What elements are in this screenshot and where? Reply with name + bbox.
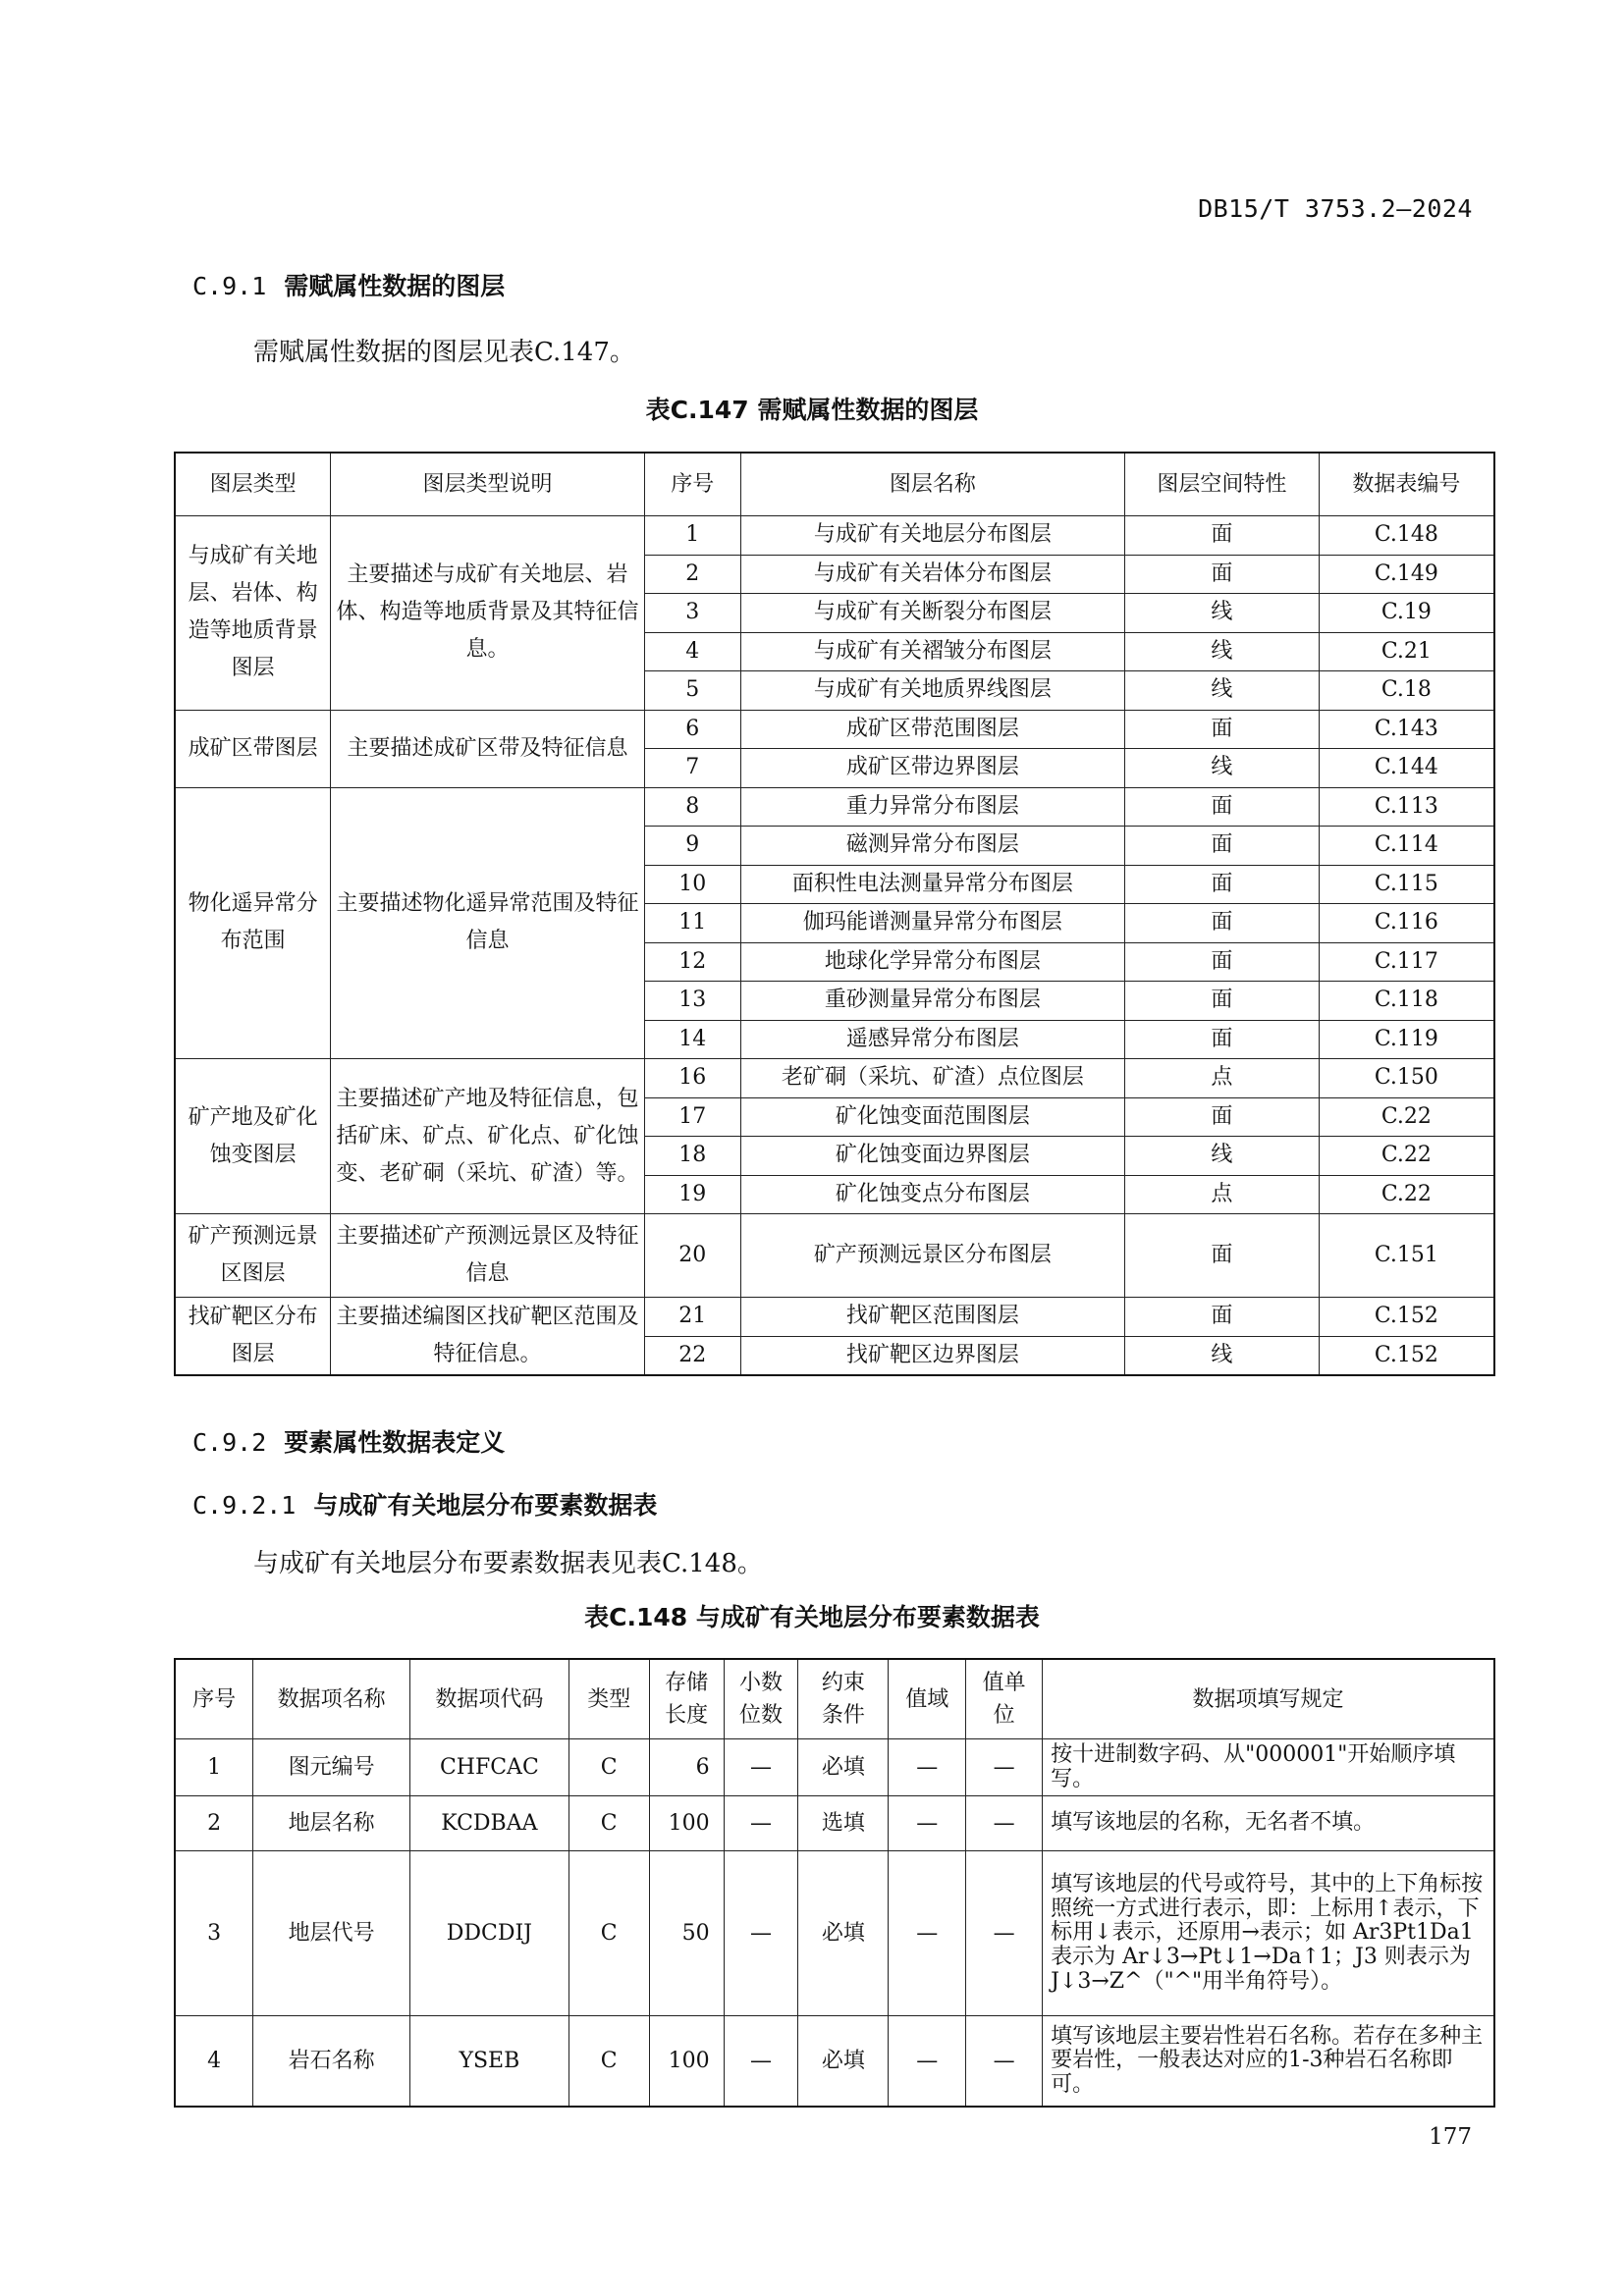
paragraph-2: 与成矿有关地层分布要素数据表见表C.148。: [253, 1549, 763, 1578]
table-id-cell: C.150: [1319, 1059, 1494, 1098]
seq-cell: 8: [644, 787, 740, 827]
seq-cell: 19: [644, 1175, 740, 1214]
layer-type-cell: 物化遥异常分布范围: [175, 787, 331, 1059]
item-code-cell: CHFCAC: [409, 1739, 568, 1796]
spatial-type-cell: 面: [1125, 904, 1320, 943]
section-title: 需赋属性数据的图层: [284, 272, 506, 300]
table-148-caption: 表C.148 与成矿有关地层分布要素数据表: [584, 1603, 1040, 1631]
layer-name-cell: 地球化学异常分布图层: [740, 942, 1124, 982]
layer-name-cell: 伽玛能谱测量异常分布图层: [740, 904, 1124, 943]
header-cell: 图层名称: [740, 453, 1124, 516]
seq-cell: 18: [644, 1137, 740, 1176]
length-cell: 50: [649, 1851, 724, 2016]
item-name-cell: 地层名称: [253, 1796, 410, 1851]
item-code-cell: YSEB: [409, 2016, 568, 2107]
spatial-type-cell: 面: [1125, 1020, 1320, 1059]
section-title: 与成矿有关地层分布要素数据表: [313, 1491, 658, 1520]
header-cell: 图层类型说明: [331, 453, 644, 516]
spatial-type-cell: 面: [1125, 1214, 1320, 1298]
section-number: C.9.2.1: [192, 1491, 297, 1520]
header-cell: 序号: [644, 453, 740, 516]
item-name-cell: 地层代号: [253, 1851, 410, 2016]
spatial-type-cell: 面: [1125, 1298, 1320, 1337]
table-row: [175, 1214, 1494, 1298]
section-title: 要素属性数据表定义: [284, 1428, 506, 1457]
seq-cell: 1: [644, 516, 740, 556]
table-id-cell: C.115: [1319, 865, 1494, 904]
table-id-cell: C.144: [1319, 749, 1494, 788]
table-id-cell: C.22: [1319, 1175, 1494, 1214]
decimal-cell: —: [724, 1796, 798, 1851]
constraint-cell: 选填: [798, 1796, 889, 1851]
layer-type-cell: 矿产地及矿化蚀变图层: [175, 1059, 331, 1214]
layer-type-desc-cell: 主要描述与成矿有关地层、岩体、构造等地质背景及其特征信息。: [331, 516, 644, 711]
page-number: 177: [1429, 2124, 1472, 2150]
table-id-cell: C.22: [1319, 1097, 1494, 1137]
seq-cell: 3: [175, 1851, 253, 2016]
table-147-body: [175, 516, 1494, 1376]
table-id-cell: C.152: [1319, 1298, 1494, 1337]
length-cell: 100: [649, 1796, 724, 1851]
section-heading-c921: [192, 1486, 657, 1522]
table-id-cell: C.18: [1319, 671, 1494, 711]
header-cell: 值单位: [966, 1659, 1043, 1739]
section-number: C.9.2: [192, 1428, 267, 1457]
constraint-cell: 必填: [798, 2016, 889, 2107]
layer-name-cell: 与成矿有关岩体分布图层: [740, 555, 1124, 594]
spatial-type-cell: 面: [1125, 865, 1320, 904]
header-cell: 存储长度: [649, 1659, 724, 1739]
table-row: [175, 1298, 1494, 1337]
layer-name-cell: 重砂测量异常分布图层: [740, 982, 1124, 1021]
table-148: [174, 1658, 1495, 2108]
layer-type-cell: 与成矿有关地层、岩体、构造等地质背景图层: [175, 516, 331, 711]
decimal-cell: —: [724, 2016, 798, 2107]
length-cell: 6: [649, 1739, 724, 1796]
unit-cell: —: [966, 1851, 1043, 2016]
unit-cell: —: [966, 2016, 1043, 2107]
seq-cell: 5: [644, 671, 740, 711]
table-id-cell: C.21: [1319, 632, 1494, 671]
paragraph-1: 需赋属性数据的图层见表C.147。: [253, 338, 635, 367]
section-heading-c92: [192, 1423, 505, 1459]
header-cell: 数据项填写规定: [1043, 1659, 1494, 1739]
table-id-cell: C.114: [1319, 827, 1494, 866]
standard-code: DB15/T 3753.2—2024: [1198, 194, 1473, 223]
seq-cell: 1: [175, 1739, 253, 1796]
table-row: [175, 2016, 1494, 2107]
layer-name-cell: 与成矿有关地质界线图层: [740, 671, 1124, 711]
layer-type-desc-cell: 主要描述矿产预测远景区及特征信息: [331, 1214, 644, 1298]
table-row: [175, 1796, 1494, 1851]
layer-name-cell: 矿化蚀变面范围图层: [740, 1097, 1124, 1137]
item-code-cell: KCDBAA: [409, 1796, 568, 1851]
decimal-cell: —: [724, 1739, 798, 1796]
spatial-type-cell: 线: [1125, 671, 1320, 711]
type-cell: C: [568, 1739, 649, 1796]
layer-name-cell: 成矿区带边界图层: [740, 749, 1124, 788]
seq-cell: 10: [644, 865, 740, 904]
table-148-body: [175, 1739, 1494, 2107]
table-row: [175, 710, 1494, 749]
table-id-cell: C.113: [1319, 787, 1494, 827]
seq-cell: 11: [644, 904, 740, 943]
length-cell: 100: [649, 2016, 724, 2107]
section-number: C.9.1: [192, 272, 267, 300]
header-cell: 图层空间特性: [1125, 453, 1320, 516]
domain-cell: —: [889, 1851, 966, 2016]
item-code-cell: DDCDIJ: [409, 1851, 568, 2016]
layer-type-desc-cell: 主要描述编图区找矿靶区范围及特征信息。: [331, 1298, 644, 1376]
header-cell: 数据项名称: [253, 1659, 410, 1739]
table-header-row: [175, 1659, 1494, 1739]
table-row: [175, 1059, 1494, 1098]
table-147: [174, 452, 1495, 1376]
spatial-type-cell: 线: [1125, 1336, 1320, 1375]
spatial-type-cell: 线: [1125, 1137, 1320, 1176]
header-cell: 值域: [889, 1659, 966, 1739]
header-cell: 类型: [568, 1659, 649, 1739]
layer-name-cell: 矿产预测远景区分布图层: [740, 1214, 1124, 1298]
domain-cell: —: [889, 1739, 966, 1796]
table-id-cell: C.117: [1319, 942, 1494, 982]
spatial-type-cell: 线: [1125, 749, 1320, 788]
spatial-type-cell: 面: [1125, 787, 1320, 827]
layer-type-desc-cell: 主要描述成矿区带及特征信息: [331, 710, 644, 787]
table-id-cell: C.149: [1319, 555, 1494, 594]
header-cell: 图层类型: [175, 453, 331, 516]
spatial-type-cell: 点: [1125, 1175, 1320, 1214]
seq-cell: 17: [644, 1097, 740, 1137]
layer-name-cell: 遥感异常分布图层: [740, 1020, 1124, 1059]
layer-name-cell: 与成矿有关断裂分布图层: [740, 594, 1124, 633]
seq-cell: 3: [644, 594, 740, 633]
domain-cell: —: [889, 2016, 966, 2107]
spatial-type-cell: 面: [1125, 1097, 1320, 1137]
rule-cell: 填写该地层的名称，无名者不填。: [1043, 1796, 1494, 1851]
seq-cell: 22: [644, 1336, 740, 1375]
rule-cell: 填写该地层的代号或符号，其中的上下角标按照统一方式进行表示，即：上标用↑表示，下标用↓表示，还原用→表示；如 Ar3Pt1Da1 表示为 Ar↓3→Pt↓1→Da↑1；J3 则表示为 J↓3→Z^（"^"用半角符号）。: [1043, 1851, 1494, 2016]
layer-type-desc-cell: 主要描述物化遥异常范围及特征信息: [331, 787, 644, 1059]
spatial-type-cell: 面: [1125, 710, 1320, 749]
type-cell: C: [568, 2016, 649, 2107]
table-id-cell: C.152: [1319, 1336, 1494, 1375]
domain-cell: —: [889, 1796, 966, 1851]
seq-cell: 16: [644, 1059, 740, 1098]
seq-cell: 6: [644, 710, 740, 749]
layer-name-cell: 成矿区带范围图层: [740, 710, 1124, 749]
layer-name-cell: 与成矿有关褶皱分布图层: [740, 632, 1124, 671]
layer-type-cell: 找矿靶区分布图层: [175, 1298, 331, 1376]
seq-cell: 9: [644, 827, 740, 866]
layer-name-cell: 找矿靶区边界图层: [740, 1336, 1124, 1375]
layer-name-cell: 找矿靶区范围图层: [740, 1298, 1124, 1337]
layer-name-cell: 老矿硐（采坑、矿渣）点位图层: [740, 1059, 1124, 1098]
table-row: [175, 1739, 1494, 1796]
header-cell: 数据表编号: [1319, 453, 1494, 516]
spatial-type-cell: 线: [1125, 632, 1320, 671]
unit-cell: —: [966, 1739, 1043, 1796]
table-id-cell: C.143: [1319, 710, 1494, 749]
layer-type-desc-cell: 主要描述矿产地及特征信息，包括矿床、矿点、矿化点、矿化蚀变、老矿硐（采坑、矿渣）等。: [331, 1059, 644, 1214]
header-cell: 数据项代码: [409, 1659, 568, 1739]
type-cell: C: [568, 1851, 649, 2016]
seq-cell: 2: [644, 555, 740, 594]
layer-type-cell: 成矿区带图层: [175, 710, 331, 787]
layer-name-cell: 面积性电法测量异常分布图层: [740, 865, 1124, 904]
spatial-type-cell: 面: [1125, 942, 1320, 982]
unit-cell: —: [966, 1796, 1043, 1851]
seq-cell: 20: [644, 1214, 740, 1298]
seq-cell: 12: [644, 942, 740, 982]
layer-name-cell: 矿化蚀变面边界图层: [740, 1137, 1124, 1176]
type-cell: C: [568, 1796, 649, 1851]
layer-name-cell: 重力异常分布图层: [740, 787, 1124, 827]
seq-cell: 13: [644, 982, 740, 1021]
item-name-cell: 岩石名称: [253, 2016, 410, 2107]
item-name-cell: 图元编号: [253, 1739, 410, 1796]
spatial-type-cell: 面: [1125, 982, 1320, 1021]
table-id-cell: C.119: [1319, 1020, 1494, 1059]
spatial-type-cell: 面: [1125, 827, 1320, 866]
layer-name-cell: 与成矿有关地层分布图层: [740, 516, 1124, 556]
seq-cell: 21: [644, 1298, 740, 1337]
rule-cell: 按十进制数字码、从"000001"开始顺序填写。: [1043, 1739, 1494, 1796]
table-id-cell: C.22: [1319, 1137, 1494, 1176]
table-id-cell: C.151: [1319, 1214, 1494, 1298]
seq-cell: 14: [644, 1020, 740, 1059]
table-row: [175, 516, 1494, 556]
spatial-type-cell: 点: [1125, 1059, 1320, 1098]
table-id-cell: C.118: [1319, 982, 1494, 1021]
table-header-row: [175, 453, 1494, 516]
layer-name-cell: 磁测异常分布图层: [740, 827, 1124, 866]
header-cell: 序号: [175, 1659, 253, 1739]
rule-cell: 填写该地层主要岩性岩石名称。若存在多种主要岩性，一般表达对应的1-3种岩石名称即可。: [1043, 2016, 1494, 2107]
table-row: [175, 787, 1494, 827]
layer-name-cell: 矿化蚀变点分布图层: [740, 1175, 1124, 1214]
layer-type-cell: 矿产预测远景区图层: [175, 1214, 331, 1298]
spatial-type-cell: 面: [1125, 516, 1320, 556]
spatial-type-cell: 线: [1125, 594, 1320, 633]
constraint-cell: 必填: [798, 1851, 889, 2016]
section-heading-c91: [192, 267, 505, 302]
decimal-cell: —: [724, 1851, 798, 2016]
seq-cell: 4: [175, 2016, 253, 2107]
table-id-cell: C.116: [1319, 904, 1494, 943]
seq-cell: 7: [644, 749, 740, 788]
header-cell: 约束条件: [798, 1659, 889, 1739]
table-row: [175, 1851, 1494, 2016]
table-147-caption: 表C.147 需赋属性数据的图层: [645, 396, 979, 424]
spatial-type-cell: 面: [1125, 555, 1320, 594]
table-id-cell: C.19: [1319, 594, 1494, 633]
seq-cell: 2: [175, 1796, 253, 1851]
header-cell: 小数位数: [724, 1659, 798, 1739]
constraint-cell: 必填: [798, 1739, 889, 1796]
seq-cell: 4: [644, 632, 740, 671]
table-id-cell: C.148: [1319, 516, 1494, 556]
